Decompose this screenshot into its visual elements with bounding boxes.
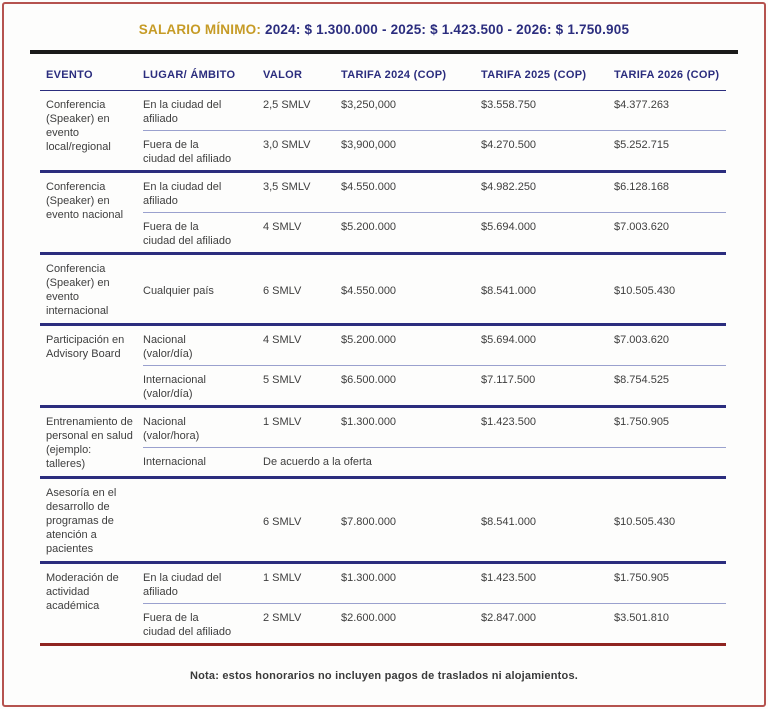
tarifa-2026-cell: $7.003.620 — [614, 334, 670, 346]
lugar-cell: Internacional (valor/día) — [143, 374, 206, 400]
column-header-lugar: LUGAR/ ÁMBITO — [143, 69, 236, 81]
table-row — [143, 213, 726, 252]
lugar-cell: Fuera de la ciudad del afiliado — [143, 139, 232, 165]
column-header-tarifa-2026: TARIFA 2026 (COP) — [614, 69, 720, 81]
tarifa-2025-cell: $4.982.250 — [481, 181, 537, 193]
section-rows — [143, 408, 726, 476]
valor-cell: 1 SMLV — [263, 416, 302, 428]
lugar-cell: En la ciudad del afiliado — [143, 181, 222, 207]
table-section — [40, 326, 726, 408]
evento-cell: Entrenamiento de personal en salud (ejemplo: talleres) — [46, 416, 133, 470]
tarifa-2026-cell: $1.750.905 — [614, 416, 670, 428]
table-section — [40, 564, 726, 646]
section-rows — [143, 255, 726, 323]
tarifas-table — [40, 54, 726, 646]
tarifa-2024-cell: $3,250,000 — [341, 99, 397, 111]
column-header-tarifa-2025: TARIFA 2025 (COP) — [481, 69, 587, 81]
table-section — [40, 408, 726, 479]
evento-cell: Participación en Advisory Board — [46, 334, 125, 360]
section-rows — [143, 326, 726, 405]
table-row — [143, 604, 726, 643]
tarifa-2026-cell: $10.505.430 — [614, 515, 676, 528]
tarifa-2024-cell: $6.500.000 — [341, 374, 397, 386]
valor-cell: 3,0 SMLV — [263, 139, 311, 151]
tarifa-2025-cell: $8.541.000 — [481, 284, 537, 297]
table-row — [143, 408, 726, 448]
tarifa-2024-cell: $1.300.000 — [341, 572, 397, 584]
tarifa-2025-cell: $4.270.500 — [481, 139, 537, 151]
tarifa-2025-cell: $2.847.000 — [481, 612, 537, 624]
table-row — [143, 131, 726, 170]
table-row — [143, 173, 726, 213]
table-row — [143, 564, 726, 604]
table-section — [40, 91, 726, 173]
tarifa-2025-cell: $5.694.000 — [481, 221, 537, 233]
column-header-evento: EVENTO — [46, 69, 93, 81]
valor-cell: 6 SMLV — [263, 515, 302, 528]
lugar-cell: Fuera de la ciudad del afiliado — [143, 612, 232, 638]
valor-cell: 3,5 SMLV — [263, 181, 311, 193]
lugar-cell: En la ciudad del afiliado — [143, 99, 222, 125]
lugar-cell — [143, 515, 263, 529]
tarifa-2025-cell: $1.423.500 — [481, 416, 537, 428]
footer-note: Nota: estos honorarios no incluyen pagos de traslados ni alojamientos. — [189, 670, 579, 682]
table-row — [143, 366, 726, 405]
tarifa-2026-cell: $3.501.810 — [614, 612, 670, 624]
tarifa-2024-cell: $5.200.000 — [341, 221, 397, 233]
tarifa-2025-cell: $8.541.000 — [481, 515, 537, 528]
salary-banner-label: SALARIO MÍNIMO: — [138, 22, 262, 37]
valor-cell: 4 SMLV — [263, 334, 302, 346]
lugar-cell: Fuera de la ciudad del afiliado — [143, 221, 232, 247]
table-section — [40, 173, 726, 255]
valor-cell: 6 SMLV — [263, 284, 302, 297]
valor-cell: 2,5 SMLV — [263, 99, 311, 111]
table-row — [143, 277, 726, 302]
tarifa-2025-cell: $5.694.000 — [481, 334, 537, 346]
section-rows — [143, 173, 726, 252]
lugar-cell: En la ciudad del afiliado — [143, 572, 222, 598]
tarifa-2024-cell: $4.550.000 — [341, 181, 397, 193]
tarifa-2026-cell: $5.252.715 — [614, 139, 670, 151]
tarifa-2026-cell: $6.128.168 — [614, 181, 670, 193]
evento-cell: Conferencia (Speaker) en evento local/regional — [46, 99, 111, 153]
tarifa-2025-cell: $7.117.500 — [481, 374, 536, 386]
evento-cell: Conferencia (Speaker) en evento nacional — [46, 181, 124, 221]
section-rows — [143, 91, 726, 170]
table-section — [40, 255, 726, 326]
lugar-cell: Cualquier país — [143, 284, 214, 297]
column-header-valor: VALOR — [263, 69, 303, 81]
salary-banner-values: 2024: $ 1.300.000 - 2025: $ 1.423.500 - 2026: $ 1.750.905 — [265, 22, 630, 37]
tarifa-2024-cell: $4.550.000 — [341, 284, 397, 297]
table-row — [143, 448, 726, 473]
section-rows — [143, 479, 726, 561]
lugar-cell: Internacional — [143, 456, 206, 468]
tarifa-2025-cell: $3.558.750 — [481, 99, 537, 111]
column-header-tarifa-2024: TARIFA 2024 (COP) — [341, 69, 447, 81]
valor-cell: 5 SMLV — [263, 374, 302, 386]
tarifa-2026-cell: $1.750.905 — [614, 572, 670, 584]
evento-cell: Moderación de actividad académica — [46, 572, 119, 612]
table-row — [143, 91, 726, 131]
evento-cell: Asesoría en el desarrollo de programas de atención a pacientes — [46, 487, 117, 555]
tarifa-2026-cell: $4.377.263 — [614, 99, 670, 111]
table-section — [40, 479, 726, 564]
tarifa-2024-cell: $1.300.000 — [341, 416, 397, 428]
tarifa-2025-cell: $1.423.500 — [481, 572, 537, 584]
valor-cell: 2 SMLV — [263, 612, 302, 624]
valor-cell: 1 SMLV — [263, 572, 302, 584]
table-row — [143, 508, 726, 533]
valor-cell: 4 SMLV — [263, 221, 302, 233]
evento-cell: Conferencia (Speaker) en evento internacional — [46, 263, 110, 317]
tarifa-2024-cell: $7.800.000 — [341, 515, 397, 528]
tarifa-2026-cell: $10.505.430 — [614, 284, 676, 297]
salary-banner — [0, 0, 768, 37]
table-sections — [40, 91, 726, 646]
section-rows — [143, 564, 726, 643]
tarifa-2024-cell: $2.600.000 — [341, 612, 397, 624]
table-row — [143, 326, 726, 366]
lugar-cell: Nacional (valor/hora) — [143, 416, 200, 442]
span-text-cell: De acuerdo a la oferta — [263, 456, 372, 468]
tarifa-2026-cell: $8.754.525 — [614, 374, 670, 386]
table-header-row — [40, 54, 726, 91]
tarifa-2024-cell: $5.200.000 — [341, 334, 397, 346]
tarifa-2026-cell: $7.003.620 — [614, 221, 670, 233]
lugar-cell: Nacional (valor/día) — [143, 334, 193, 360]
tarifa-2024-cell: $3,900,000 — [341, 139, 397, 151]
